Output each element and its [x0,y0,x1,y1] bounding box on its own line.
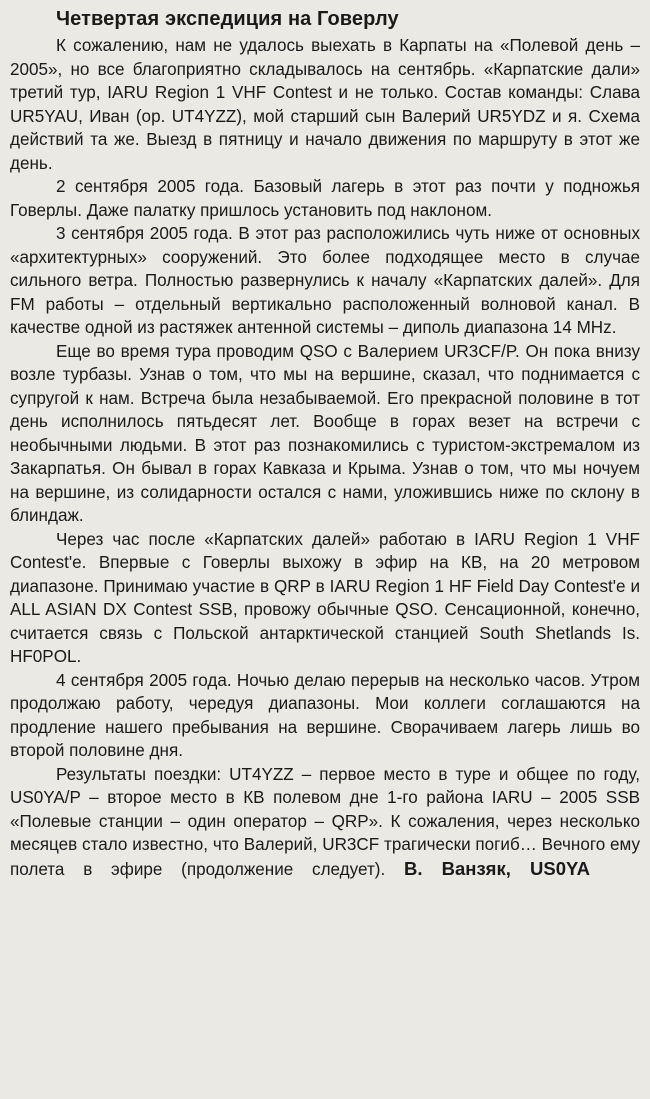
paragraph-intro: К сожалению, нам не удалось выехать в Карпаты на «Полевой день – 2005», но все благоприятно складывалось на сентябрь. «Карпатские дали» третий тур, IARU Region 1 VHF Contest и не только. Состав команды: Слава UR5YAU, Иван (ор. UT4YZZ), мой старший сын Валерий UR5YDZ и я. Схема действий та же. Выезд в пятницу и начало движения по маршруту в этот же день. [10,36,640,173]
paragraph-results [10,763,640,882]
paragraph-sep-4: 4 сентября 2005 года. Ночью делаю перерыв на несколько часов. Утром продолжаю работу, чередуя диапазоны. Мои коллеги соглашаются на продление нашего пребывания на вершине. Сворачиваем лагерь лишь во второй половине дня. [10,670,640,760]
author-signature: В. Ванзяк, US0YA [403,857,590,879]
article-body [10,34,640,881]
article-title: Четвертая экспедиция на Говерлу [56,8,399,30]
paragraph-qso-ur3cf: Еще во время тура проводим QSO с Валерием UR3CF/P. Он пока внизу возле турбазы. Узнав о том, что мы на вершине, сказал, что поднимается с супругой к нам. Встреча была незабываемой. Его прекрасной половине в тот день исполнилось пятьдесят лет. Вообще в горах везет на встречи с необычными людьми. В этот раз познакомились с туристом-экстремалом из Закарпатья. Он бывал в горах Кавказа и Крыма. Узнав о том, что мы ночуем на вершине, из солидарности остался с нами, уложившись ниже по склону в блиндаж. [10,341,640,525]
results-text: Результаты поездки: UT4YZZ – первое место в туре и общее по году, US0YA/P – второе место в КВ полевом дне 1-го района IARU – 2005 SSB «Полевые станции – один оператор – QRP». К сожаления, через несколько месяцев стало известно, что Валерий, UR3CF трагически погиб… Вечного ему полета в эфире (продолжение следует). [10,764,640,879]
paragraph-sep-3: 3 сентября 2005 года. В этот раз расположились чуть ниже от основных «архитектурных» сооружений. Это более подходящее место в случае сильного ветра. Полностью развернулись к началу «Карпатских далей». Для FM работы – отдельный вертикально расположенный волновой канал. В качестве одной из растяжек антенной системы – диполь диапазона 14 MHz. [10,224,640,337]
paragraph-contests: Через час после «Карпатских далей» работаю в IARU Region 1 VHF Contest'e. Впервые с Говерлы выхожу в эфир на КВ, на 20 метровом диапазоне. Принимаю участие в QRP в IARU Region 1 HF Field Day Contest'e и ALL ASIAN DX Contest SSB, провожу обычные QSO. Сенсационной, конечно, считается связь с Польской антарктической станцией South Shetlands Is. HF0POL. [10,529,640,666]
paragraph-sep-2: 2 сентября 2005 года. Базовый лагерь в этот раз почти у подножья Говерлы. Даже палатку пришлось установить под наклоном. [10,177,640,220]
